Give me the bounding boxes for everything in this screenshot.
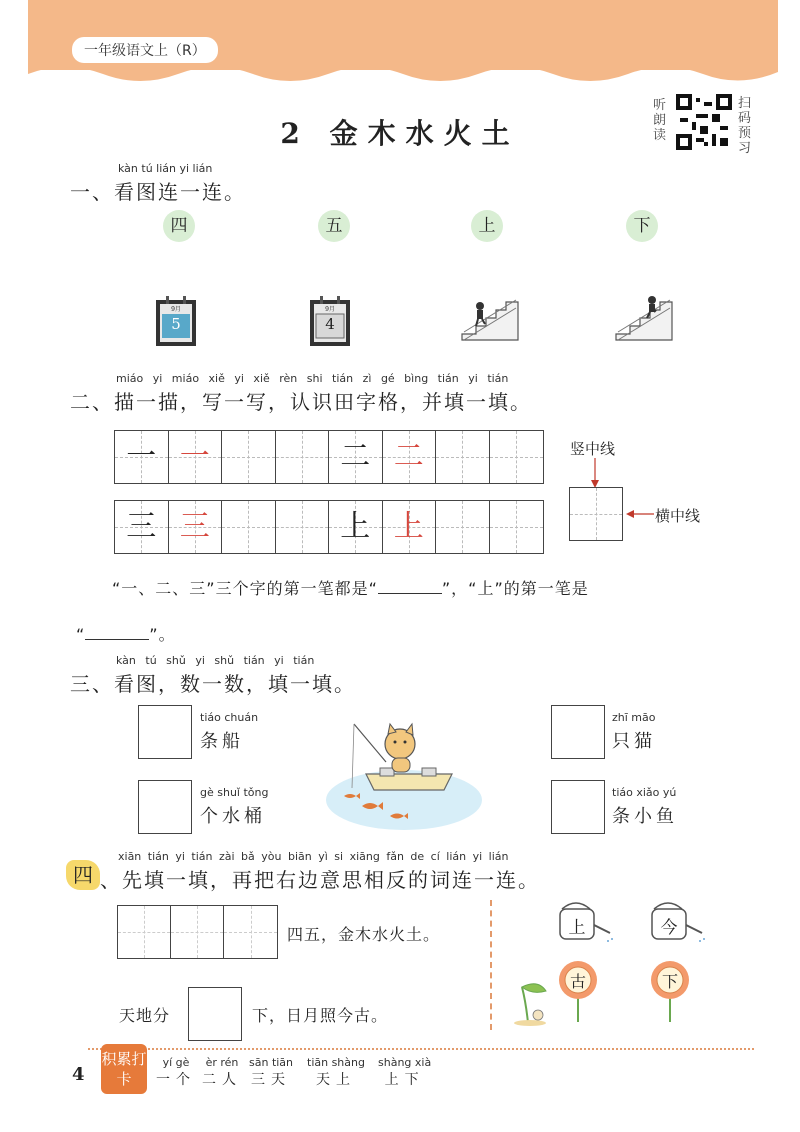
rhyme-line-2-suffix: 下，日月照今古。 — [252, 1006, 389, 1025]
section4-badge: 四 — [66, 860, 100, 890]
header-wave — [28, 60, 778, 90]
calendar-4-icon[interactable] — [306, 294, 354, 348]
char-xia[interactable]: 下 — [626, 210, 658, 242]
grid-cell-trace[interactable]: 三 — [169, 501, 223, 553]
vocab-word: shàng xià 上下 — [378, 1056, 432, 1088]
horizontal-line-label: 横中线 — [655, 507, 701, 525]
vocab-word: èr rén 二人 — [202, 1056, 242, 1088]
vocab-word: tiān shàng 天上 — [307, 1056, 365, 1088]
fill-box-2[interactable] — [171, 906, 224, 958]
qr-left-text: 听朗读 — [653, 98, 667, 143]
bucket-pinyin: gè shuǐ tǒng — [200, 786, 269, 799]
grid-cell-blank[interactable] — [490, 431, 544, 483]
accumulate-badge: 积累打卡 — [101, 1044, 147, 1094]
sentence-text: “一、二、三”三个字的第一笔都是“ — [112, 579, 378, 598]
flower-char: 下 — [661, 972, 678, 991]
writing-grid-row-1 — [114, 430, 544, 484]
can-char: 今 — [660, 918, 678, 938]
grid-cell: 上 — [329, 501, 383, 553]
divider — [490, 900, 492, 1030]
fill-box-4[interactable] — [188, 987, 242, 1041]
sentence-text: “ — [76, 625, 86, 644]
sprout-icon — [508, 975, 552, 1027]
calendar-day: 5 — [171, 315, 181, 333]
lesson-number: 2 — [280, 117, 310, 150]
vocab-word: yí gè 一个 — [156, 1056, 196, 1088]
grid-cell-blank[interactable] — [490, 501, 544, 553]
fish-pinyin: tiáo xiǎo yú — [612, 786, 677, 799]
count-box-fish[interactable] — [551, 780, 605, 834]
page-number: 4 — [72, 1064, 85, 1085]
stroke-question-line1 — [112, 576, 589, 599]
grid-cell-trace[interactable]: 二 — [383, 431, 437, 483]
count-box-boat[interactable] — [138, 705, 192, 759]
section4-title: 、先填一填，再把右边意思相反的词连一连。 — [100, 868, 540, 892]
down-arrow-icon — [589, 458, 601, 490]
footer-divider — [88, 1048, 754, 1050]
vocab-word: sān tiān 三天 — [249, 1056, 294, 1088]
grid-cell-blank[interactable] — [436, 431, 490, 483]
answer-blank-1[interactable] — [378, 580, 442, 594]
char-si[interactable]: 四 — [163, 210, 195, 242]
grid-cell-blank[interactable] — [222, 501, 276, 553]
grid-cell: 二 — [329, 431, 383, 483]
calendar-5-icon[interactable] — [152, 294, 200, 348]
fill-box-1[interactable] — [118, 906, 171, 958]
can-char: 上 — [568, 918, 586, 938]
section2-title: 二、描一描，写一写，认识田字格，并填一填。 — [70, 390, 532, 414]
calendar-month: 9月 — [325, 306, 335, 313]
stairs-down-icon[interactable] — [614, 296, 674, 346]
book-tag: 一年级语文上（R） — [72, 37, 218, 63]
watering-can-jin[interactable] — [648, 895, 708, 945]
grid-cell-blank[interactable] — [222, 431, 276, 483]
left-arrow-icon — [626, 508, 654, 520]
grid-cell-trace[interactable]: 上 — [383, 501, 437, 553]
stairs-up-icon[interactable] — [460, 296, 520, 346]
count-box-cat[interactable] — [551, 705, 605, 759]
grid-cell-blank[interactable] — [436, 501, 490, 553]
qr-right-text: 扫码预习 — [738, 96, 752, 156]
section4-pinyin: xiān tián yi tián zài bǎ yòu biān yì si xiāng fǎn de cí lián yi lián — [118, 850, 509, 863]
grid-cell-blank[interactable] — [276, 431, 330, 483]
cat-label: 只猫 — [612, 731, 656, 752]
writing-grid-row-2 — [114, 500, 544, 554]
cat-pinyin: zhī māo — [612, 711, 656, 724]
boat-pinyin: tiáo chuán — [200, 711, 259, 724]
char-wu[interactable]: 五 — [318, 210, 350, 242]
watering-can-shang[interactable] — [556, 895, 616, 945]
section3-pinyin: kàn tú shǔ yi shǔ tián yi tián — [116, 654, 315, 667]
grid-cell: 一 — [115, 431, 169, 483]
tianzige-sample — [569, 487, 623, 541]
bucket-label: 个水桶 — [200, 806, 266, 827]
lesson-name: 金木水火土 — [329, 117, 520, 150]
section2-pinyin: miáo yi miáo xiě yi xiě rèn shi tián zì gé bìng tián yi tián — [116, 372, 509, 385]
fish-label: 条小鱼 — [612, 806, 678, 827]
vertical-line-label: 竖中线 — [570, 440, 616, 458]
flower-gu[interactable] — [556, 960, 600, 1022]
calendar-month: 9月 — [171, 306, 181, 313]
stroke-question-line2 — [76, 622, 176, 645]
grid-cell: 三 — [115, 501, 169, 553]
fill-boxes-row — [117, 905, 278, 959]
flower-char: 古 — [569, 972, 586, 991]
fill-box-3[interactable] — [224, 906, 277, 958]
qr-code-icon[interactable] — [676, 94, 732, 150]
answer-blank-2[interactable] — [85, 626, 149, 640]
flower-xia[interactable] — [648, 960, 692, 1022]
grid-cell-trace[interactable]: 一 — [169, 431, 223, 483]
sentence-text: ”，“上”的第一笔是 — [441, 579, 589, 598]
grid-cell-blank[interactable] — [276, 501, 330, 553]
cat-fishing-illustration — [322, 704, 482, 834]
char-shang[interactable]: 上 — [471, 210, 503, 242]
sentence-text: ”。 — [149, 625, 176, 644]
section1-pinyin: kàn tú lián yi lián — [118, 162, 213, 175]
section1-title: 一、看图连一连。 — [70, 180, 246, 204]
section3-title: 三、看图，数一数，填一填。 — [70, 672, 356, 696]
count-box-bucket[interactable] — [138, 780, 192, 834]
rhyme-line-1: 四五，金木水火土。 — [287, 925, 441, 944]
calendar-day: 4 — [325, 315, 335, 333]
rhyme-line-2-prefix: 天地分 — [119, 1006, 171, 1025]
boat-label: 条船 — [200, 731, 244, 752]
